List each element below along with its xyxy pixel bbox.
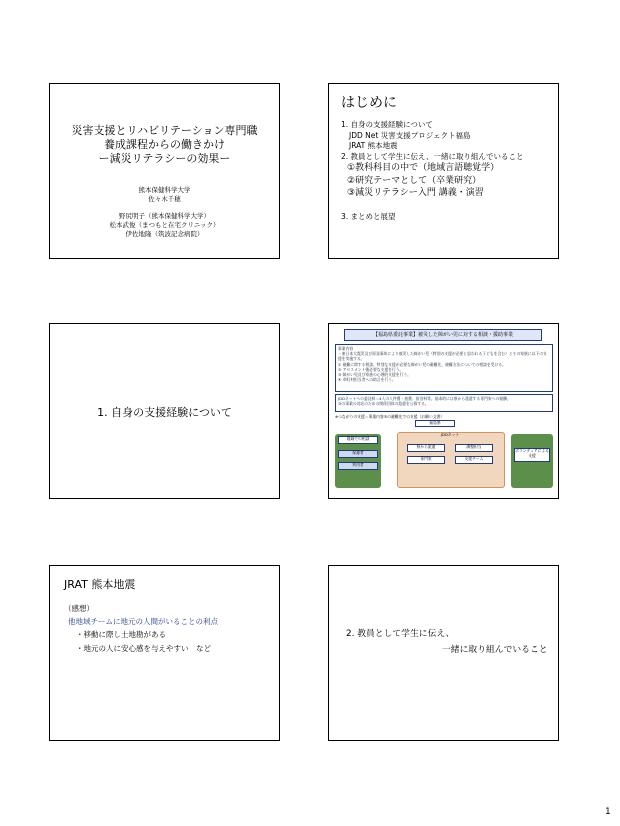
section-title-line2: 一緒に取り組んでいること	[442, 645, 548, 655]
funding-box	[335, 394, 553, 412]
diagram-header: 【福島県委託事業】被災した障がい児に対する相談・援助事業	[344, 329, 542, 341]
impression-point: 他地域チームに地元の人間がいることの利点	[68, 617, 218, 627]
slide-6	[328, 565, 559, 741]
support-team-box: 支援チーム	[455, 456, 493, 464]
outline-item: JDD Net 災害支援プロジェクト福島	[349, 130, 471, 140]
dispatch-box: 県から派遣	[407, 444, 445, 452]
outline-item: 2. 教員として学生に伝え、一緒に取り組んでいること	[341, 151, 524, 161]
funding-line: ③の事業の対応のための関係団体の派遣を公募する。	[338, 401, 429, 406]
desc-line: ③ 障がい児及び家族の心理的支援を行う。	[338, 372, 411, 378]
outline-item: ①教科科目の中で（地域言語聴覚学）	[347, 163, 500, 174]
slide-heading: はじめに	[341, 95, 397, 111]
desc-line: 事業内容	[338, 346, 354, 351]
author-affiliation: 熊本保健科学大学	[138, 186, 191, 194]
fukushima-box: 福島県	[415, 420, 455, 427]
impression-bullet: ・移動に際し土地勘がある	[76, 630, 166, 640]
coauthor: 松本武俊（まつもと在宅クリニック）	[109, 221, 220, 229]
slide-heading: JRAT 熊本地震	[64, 578, 136, 591]
users-box: 利用者	[338, 462, 378, 470]
section-title: 1. 自身の支援経験について	[97, 406, 232, 419]
outline-item: ②研究テーマとして（卒業研究）	[347, 175, 482, 186]
parents-box: 保護者	[338, 450, 378, 458]
slide-3	[49, 323, 280, 499]
desc-line: ④ 市町村担当者への助言を行う。	[338, 377, 396, 383]
jdd-label: JDDネット	[440, 432, 460, 437]
section-title-line1: 2. 教員として学生に伝え、	[346, 629, 455, 639]
volunteer-box: ボランティアによる支援	[514, 448, 550, 462]
outline-list	[341, 120, 524, 222]
funding-line: JDDネットへの委託料＝4人の人件費・旅費、宿泊料等。基本的には県から派遣する専門家への報酬。	[338, 396, 511, 401]
desc-line: ② アセスメント後必要な支援を行う。	[338, 366, 404, 372]
slide-2	[328, 83, 559, 259]
slide-title	[50, 124, 279, 166]
author-name: 佐々木千穂	[148, 195, 181, 203]
specialist-box: 専門家	[407, 456, 445, 464]
desc-line: ① 避難に関する相談、特別な支援が必要な障がい児の避難先、避難方法についての相談を受ける。	[338, 361, 506, 367]
impressions-list	[64, 602, 218, 655]
flow-diagram	[335, 420, 553, 492]
outline-item: 3. まとめと展望	[341, 211, 396, 221]
local-consult: 地域での相談	[338, 436, 378, 444]
impression-bullet: ・地元の人に安心感を与えやすい など	[76, 643, 211, 653]
desc-line: ・東日本大震災及び原発事故により被災した障がい児（特別の支援が必要と思われる子どもを含む）とその家族に以下の支援を実施する。	[338, 351, 547, 362]
diagram-note: ※つながりの支援＝事業内容③の避難先での支援（お願い文書）	[335, 414, 445, 419]
coauthor: 伊佐地隆（筑波記念病院）	[125, 230, 204, 238]
coord-box: 調整担当	[455, 444, 493, 452]
project-description-box	[335, 344, 553, 392]
title-line: 養成課程からの働きかけ	[104, 138, 225, 151]
author-block	[50, 186, 279, 204]
impression-label: （感想）	[64, 604, 94, 613]
slide-5	[49, 565, 280, 741]
slide-1	[49, 83, 280, 259]
outline-item: 1. 自身の支援経験について	[341, 120, 433, 129]
outline-item: JRAT 熊本地震	[349, 141, 398, 151]
outline-item: ③減災リテラシー入門 講義・演習	[347, 188, 484, 199]
page-number: 1	[605, 807, 611, 817]
coauthor-block	[50, 212, 279, 239]
title-line: ー減災リテラシーの効果ー	[98, 152, 231, 165]
slide-4	[328, 323, 559, 499]
coauthor: 野尻明子（熊本保健科学大学）	[119, 212, 210, 220]
title-line: 災害支援とリハビリテーション専門職	[71, 124, 258, 137]
